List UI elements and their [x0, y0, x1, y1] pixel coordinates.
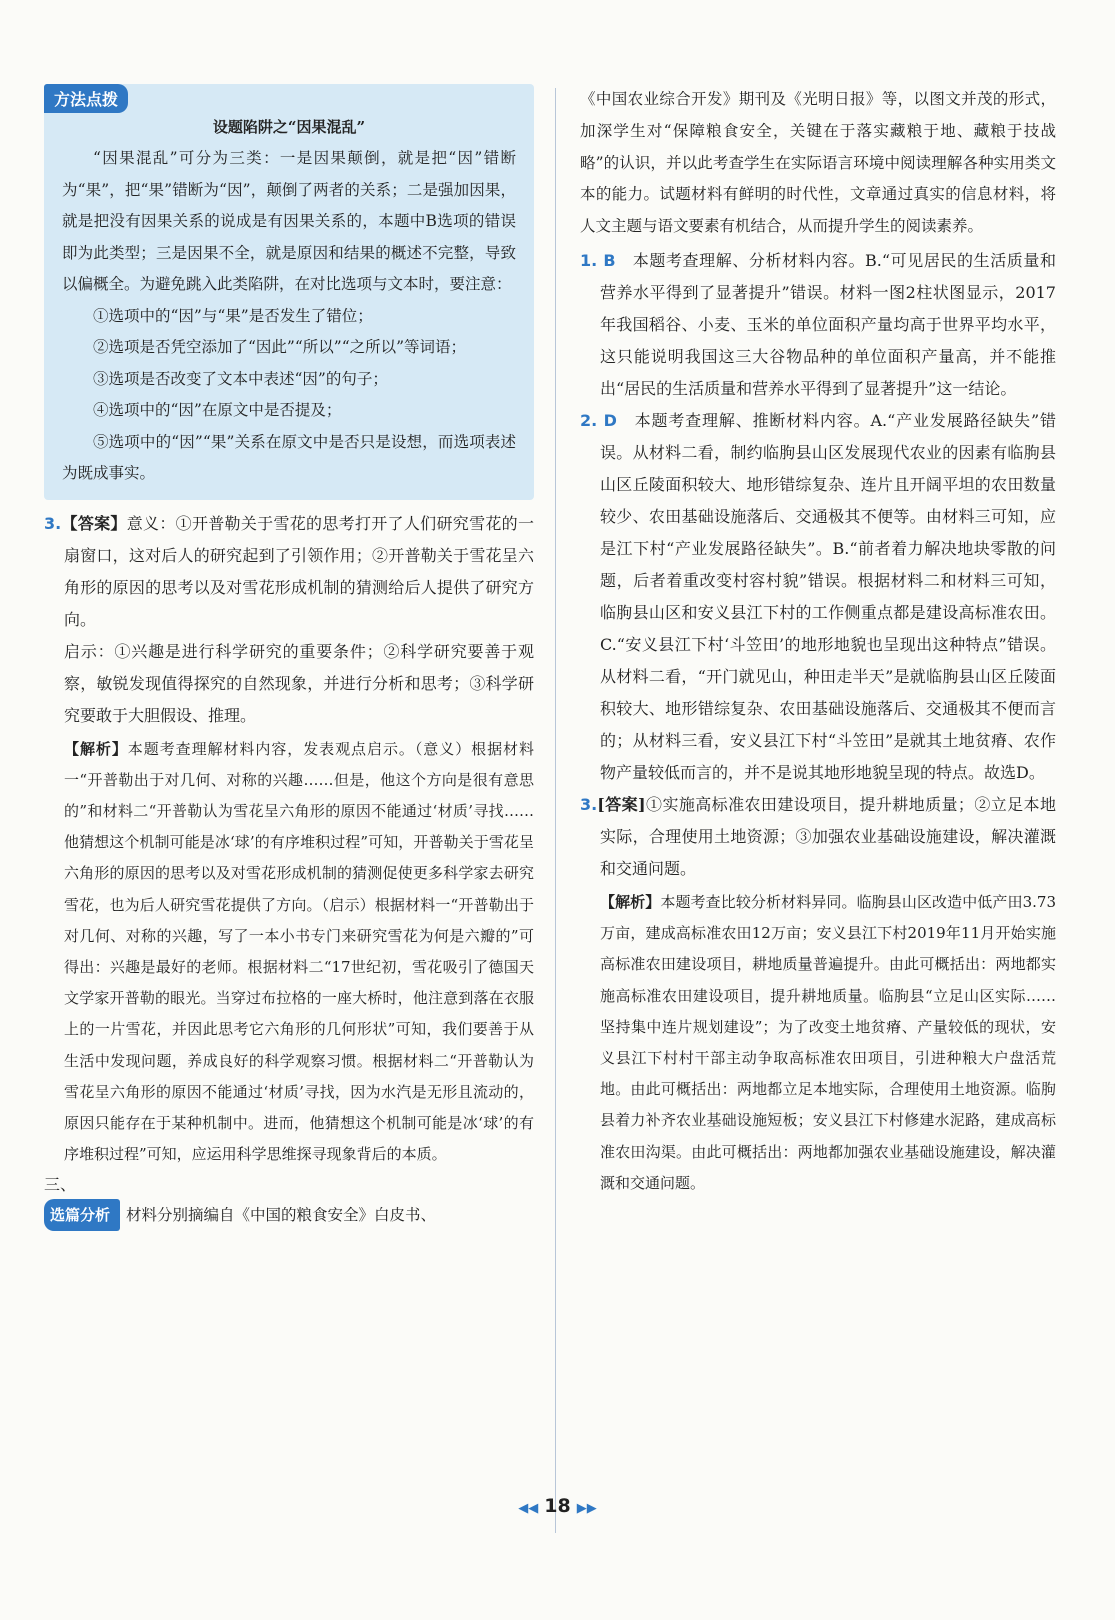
method-point: ③选项是否改变了文本中表述“因”的句子； [93, 369, 388, 388]
selection-analysis [44, 1199, 534, 1231]
method-tips-box [44, 84, 534, 500]
analysis-text: 本题考查比较分析材料异同。临朐县山区改造中低产田3.73万亩，建成高标准农田12万亩；安义县江下村2019年11月开始实施高标准农田建设项目，耕地质量普遍提升。由此可概括出：两地都实施高标准农田建设项目，提升耕地质量。临朐县“立足山区实际……坚持集中连片规划建设”；为了改变土地贫瘠、产量较低的现状，安义县江下村村干部主动争取高标准农田项目，引进种粮大户盘活荒地。由此可概括出：两地都立足本地实际，合理使用土地资源。临朐县着力补齐农业基础设施短板；安义县江下村修建水泥路，建成高标准农田沟渠。由此可概括出：两地都加强农业基础设施建设，解决灌溉和交通问题。 [600, 892, 1056, 1192]
page-number [0, 1495, 1115, 1517]
method-point: ①选项中的“因”与“果”是否发生了错位； [93, 306, 373, 325]
selection-analysis-text: 材料分别摘编自《中国的粮食安全》白皮书、 [126, 1206, 437, 1225]
answer-3-enlighten: 启示：①兴趣是进行科学研究的重要条件；②科学研究要善于观察，敏锐发现值得探究的自然现象，并进行分析和思考；③科学研究要敢于大胆假设、推理。 [64, 641, 534, 725]
question-number: 2. D [580, 410, 617, 430]
answer-2 [580, 405, 1056, 789]
answer-1-text: 本题考查理解、分析材料内容。B.“可见居民的生活质量和营养水平得到了显著提升”错误。材料一图2柱状图显示，2017年我国稻谷、小麦、玉米的单位面积产量均高于世界平均水平，这只能说明我国这三大谷物品种的单位面积产量高，并不能推出“居民的生活质量和营养水平得到了显著提升”这一结论。 [600, 250, 1056, 398]
method-point: ⑤选项中的“因”“果”关系在原文中是否只是设想，而选项表述为既成事实。 [62, 432, 516, 482]
page-number-text: 18 [544, 1495, 571, 1517]
answer-tag: 【答案】 [61, 513, 127, 533]
analysis-tag: 【解析】 [64, 739, 128, 758]
question-number: 3. [44, 513, 62, 533]
method-point: ④选项中的“因”在原文中是否提及； [93, 401, 342, 419]
question-number: 1. B [580, 250, 616, 270]
selection-analysis-continued: 《中国农业综合开发》期刊及《光明日报》等，以图文并茂的形式，加深学生对“保障粮食安全，关键在于落实藏粮于地、藏粮于技战略”的认识，并以此考查学生在实际语言环境中阅读理解各种实用类文本的能力。试题材料有鲜明的时代性，文章通过真实的信息材料，将人文主题与语文要素有机结合，从而提升学生的阅读素养。 [580, 90, 1056, 236]
answer-3-meaning [44, 508, 534, 636]
prev-arrow-icon: ◀◀ [518, 1501, 539, 1516]
method-tag: 方法点拨 [44, 84, 128, 113]
answer-3-right [580, 789, 1056, 885]
right-column [580, 84, 1056, 1199]
question-number: 3. [580, 794, 598, 814]
analysis-text: 本题考查理解材料内容，发表观点启示。（意义）根据材料一“开普勒出于对几何、对称的兴趣……但是，他这个方向是很有意思的”和材料二“开普勒认为雪花呈六角形的原因不能通过‘材质’寻找……他猜想这个机制可能是冰‘球’的有序堆积过程”可知，开普勒关于雪花呈六角形的原因的思考以及对雪花形成机制的猜测促使更多科学家去研究雪花，也为后人研究雪花提供了方向。（启示）根据材料一“开普勒出于对几何、对称的兴趣，写了一本小书专门来研究雪花为何是六瓣的”可得出：兴趣是最好的老师。根据材料二“17世纪初，雪花吸引了德国天文学家开普勒的眼光。当穿过布拉格的一座大桥时，他注意到落在衣服上的一片雪花，并因此思考它六角形的几何形状”可知，我们要善于从生活中发现问题，养成良好的科学观察习惯。根据材料二“开普勒认为雪花呈六角形的原因不能通过‘材质’寻找，因为水汽是无形且流动的，原因只能存在于某种机制中。进而，他猜想这个机制可能是冰‘球’的有序堆积过程”可知，应运用科学思维探寻现象背后的本质。 [64, 739, 534, 1164]
answer-1 [580, 245, 1056, 405]
method-title: 设题陷阱之“因果混乱” [212, 118, 366, 136]
answer-tag: [答案] [597, 794, 646, 814]
method-intro: “因果混乱”可分为三类：一是因果颠倒，就是把“因”错断为“果”，把“果”错断为“因”，颠倒了两者的关系；二是强加因果，就是把没有因果关系的说成是有因果关系的，本题中B选项的错误即为此类型；三是因果不全，就是原因和结果的概述不完整，导致以偏概全。为避免跳入此类陷阱，在对比选项与文本时，要注意： [62, 149, 516, 293]
section-three-label: 三、 [44, 1175, 77, 1195]
selection-analysis-tag: 选篇分析 [44, 1199, 120, 1231]
analysis-3 [44, 734, 534, 1171]
method-point: ②选项是否凭空添加了“因此”“所以”“之所以”等词语； [93, 338, 467, 356]
column-divider [555, 88, 556, 1533]
left-column [44, 84, 534, 1231]
answer-meaning-text: 意义：①开普勒关于雪花的思考打开了人们研究雪花的一扇窗口，这对后人的研究起到了引领作用；②开普勒关于雪花呈六角形的原因的思考以及对雪花形成机制的猜测给后人提供了研究方向。 [64, 513, 534, 629]
answer-2-text: 本题考查理解、推断材料内容。A.“产业发展路径缺失”错误。从材料二看，制约临朐县山区发展现代农业的因素有临朐县山区丘陵面积较大、地形错综复杂、连片且开阔平坦的农田数量较少、农田基础设施落后、交通极其不便等。由材料三可知，应是江下村“产业发展路径缺失”。B.“前者着力解决地块零散的问题，后者着重改变村容村貌”错误。根据材料二和材料三可知，临朐县山区和安义县江下村的工作侧重点都是建设高标准农田。C.“安义县江下村‘斗笠田’的地形地貌也呈现出这种特点”错误。从材料二看，“开门就见山，种田走半天”是就临朐县山区丘陵面积较大、地形错综复杂、农田基础设施落后、交通极其不便而言的；从材料三看，安义县江下村“斗笠田”是就其土地贫瘠、农作物产量较低而言的，并不是说其地形地貌呈现的特点。故选D。 [600, 410, 1056, 782]
analysis-tag: 【解析】 [600, 892, 661, 911]
answer-3-text: ①实施高标准农田建设项目，提升耕地质量；②立足本地实际，合理使用土地资源；③加强农业基础设施建设，解决灌溉和交通问题。 [600, 794, 1056, 878]
analysis-3-right [580, 887, 1056, 1199]
next-arrow-icon: ▶▶ [576, 1501, 597, 1516]
